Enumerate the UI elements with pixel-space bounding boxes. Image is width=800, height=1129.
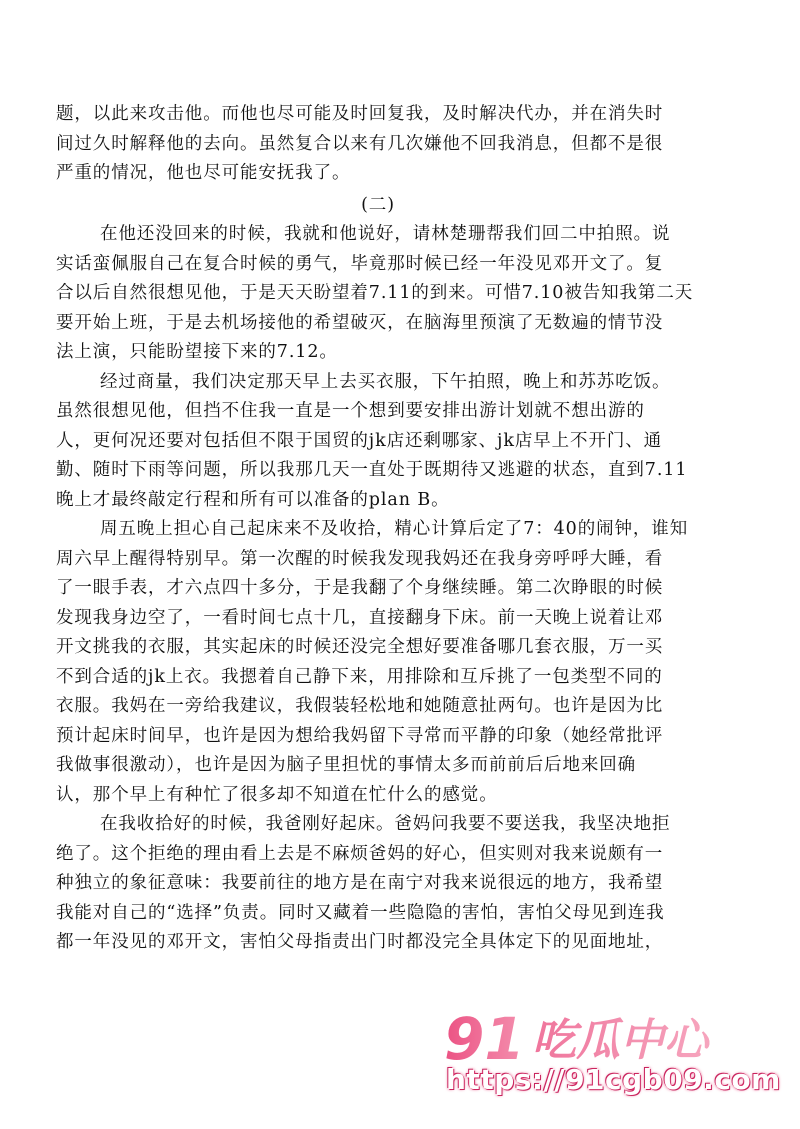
paragraph-line: 我能对自己的“选择”负责。同时又藏着一些隐隐的害怕，害怕父母见到连我 [56,902,665,923]
paragraph-first-line: 在他还没回来的时候，我就和他说好，请林楚珊帮我们回二中拍照。说 [100,224,671,244]
paragraph-line: 绝了。这个拒绝的理由看上去是不麻烦爸妈的好心，但实则对我来说颇有一 [56,843,664,864]
paragraph-line: 我做事很激动），也许是因为脑子里担忧的事情太多而前前后后地来回确 [56,755,637,775]
document-body [56,100,700,958]
paragraph-line: 开文挑我的衣服，其实起床的时候还没完全想好要准备哪几套衣服，万一买 [56,637,664,657]
paragraph-line: 不到合适的jk上衣。我摁着自己静下来，用排除和互斥挑了一包类型不同的 [56,666,663,687]
paragraph-line: 了一眼手表，才六点四十多分，于是我翻了个身继续睡。第二次睁眼的时候 [56,578,664,598]
svg-text:吃瓜中心: 吃瓜中心 [532,1015,708,1065]
paragraph-line: 晚上才最终敲定行程和所有可以准备的plan B。 [56,489,450,510]
watermark-url: https://91cgb09.com [446,1063,781,1096]
paragraph-line: 合以后自然很想见他，于是天天盼望着7.11的到来。可惜7.10被告知我第二天 [56,283,694,303]
paragraph-line: 题，以此来攻击他。而他也尽可能及时回复我，及时解决代办，并在消失时 [56,104,664,124]
paragraph-line: 间过久时解释他的去向。虽然复合以来有几次嫌他不回我消息，但都不是很 [56,133,664,154]
paragraph-line: 预计起床时间早，也许是因为想给我妈留下寻常而平静的印象（她经常批评 [56,725,664,746]
paragraph-first-line: 周五晚上担心自己起床来不及收拾，精心计算后定了7：40的闹钟，谁知 [100,519,689,539]
paragraph-line: 种独立的象征意味：我要前往的地方是在南宁对我来说很远的地方，我希望 [56,873,664,893]
paragraph-line: 人，更何况还要对包括但不限于国贸的jk店还剩哪家、jk店早上不开门、通 [56,430,663,451]
svg-text:91: 91 [444,1005,525,1065]
paragraph-line: 法上演，只能盼望接下来的7.12。 [56,342,338,362]
paragraph-first-line: 在我收拾好的时候，我爸刚好起床。爸妈问我要不要送我，我坚决地拒 [100,814,671,834]
paragraph-first-line: 经过商量，我们决定那天早上去买衣服，下午拍照，晚上和苏苏吃饭。 [100,371,671,392]
section-heading: (二) [361,194,395,215]
watermark-logo [440,1005,740,1065]
paragraph-line: 发现我身边空了，一看时间七点十几，直接翻身下床。前一天晚上说着让邓 [56,607,664,628]
paragraph-line: 都一年没见的邓开文，害怕父母指责出门时都没完全具体定下的见面地址， [56,932,664,952]
paragraph-line: 衣服。我妈在一旁给我建议，我假装轻松地和她随意扯两句。也许是因为比 [56,696,664,716]
paragraph-line: 虽然很想见他，但挡不住我一直是一个想到要安排出游计划就不想出游的 [56,401,645,421]
paragraph-line: 要开始上班，于是去机场接他的希望破灭，在脑海里预演了无数遍的情节没 [56,312,664,333]
paragraph-line: 认，那个早上有种忙了很多却不知道在忙什么的感觉。 [56,784,498,805]
paragraph-line: 实话蛮佩服自己在复合时候的勇气，毕竟那时候已经一年没见邓开文了。复 [56,253,664,274]
watermark [440,1005,781,1096]
paragraph-line: 周六早上醒得特别早。第一次醒的时候我发现我妈还在我身旁呼呼大睡，看 [56,548,664,569]
paragraph-line: 严重的情况，他也尽可能安抚我了。 [56,163,351,183]
paragraph-line: 勤、随时下雨等问题，所以我那几天一直处于既期待又逃避的状态，直到7.11 [56,460,688,480]
